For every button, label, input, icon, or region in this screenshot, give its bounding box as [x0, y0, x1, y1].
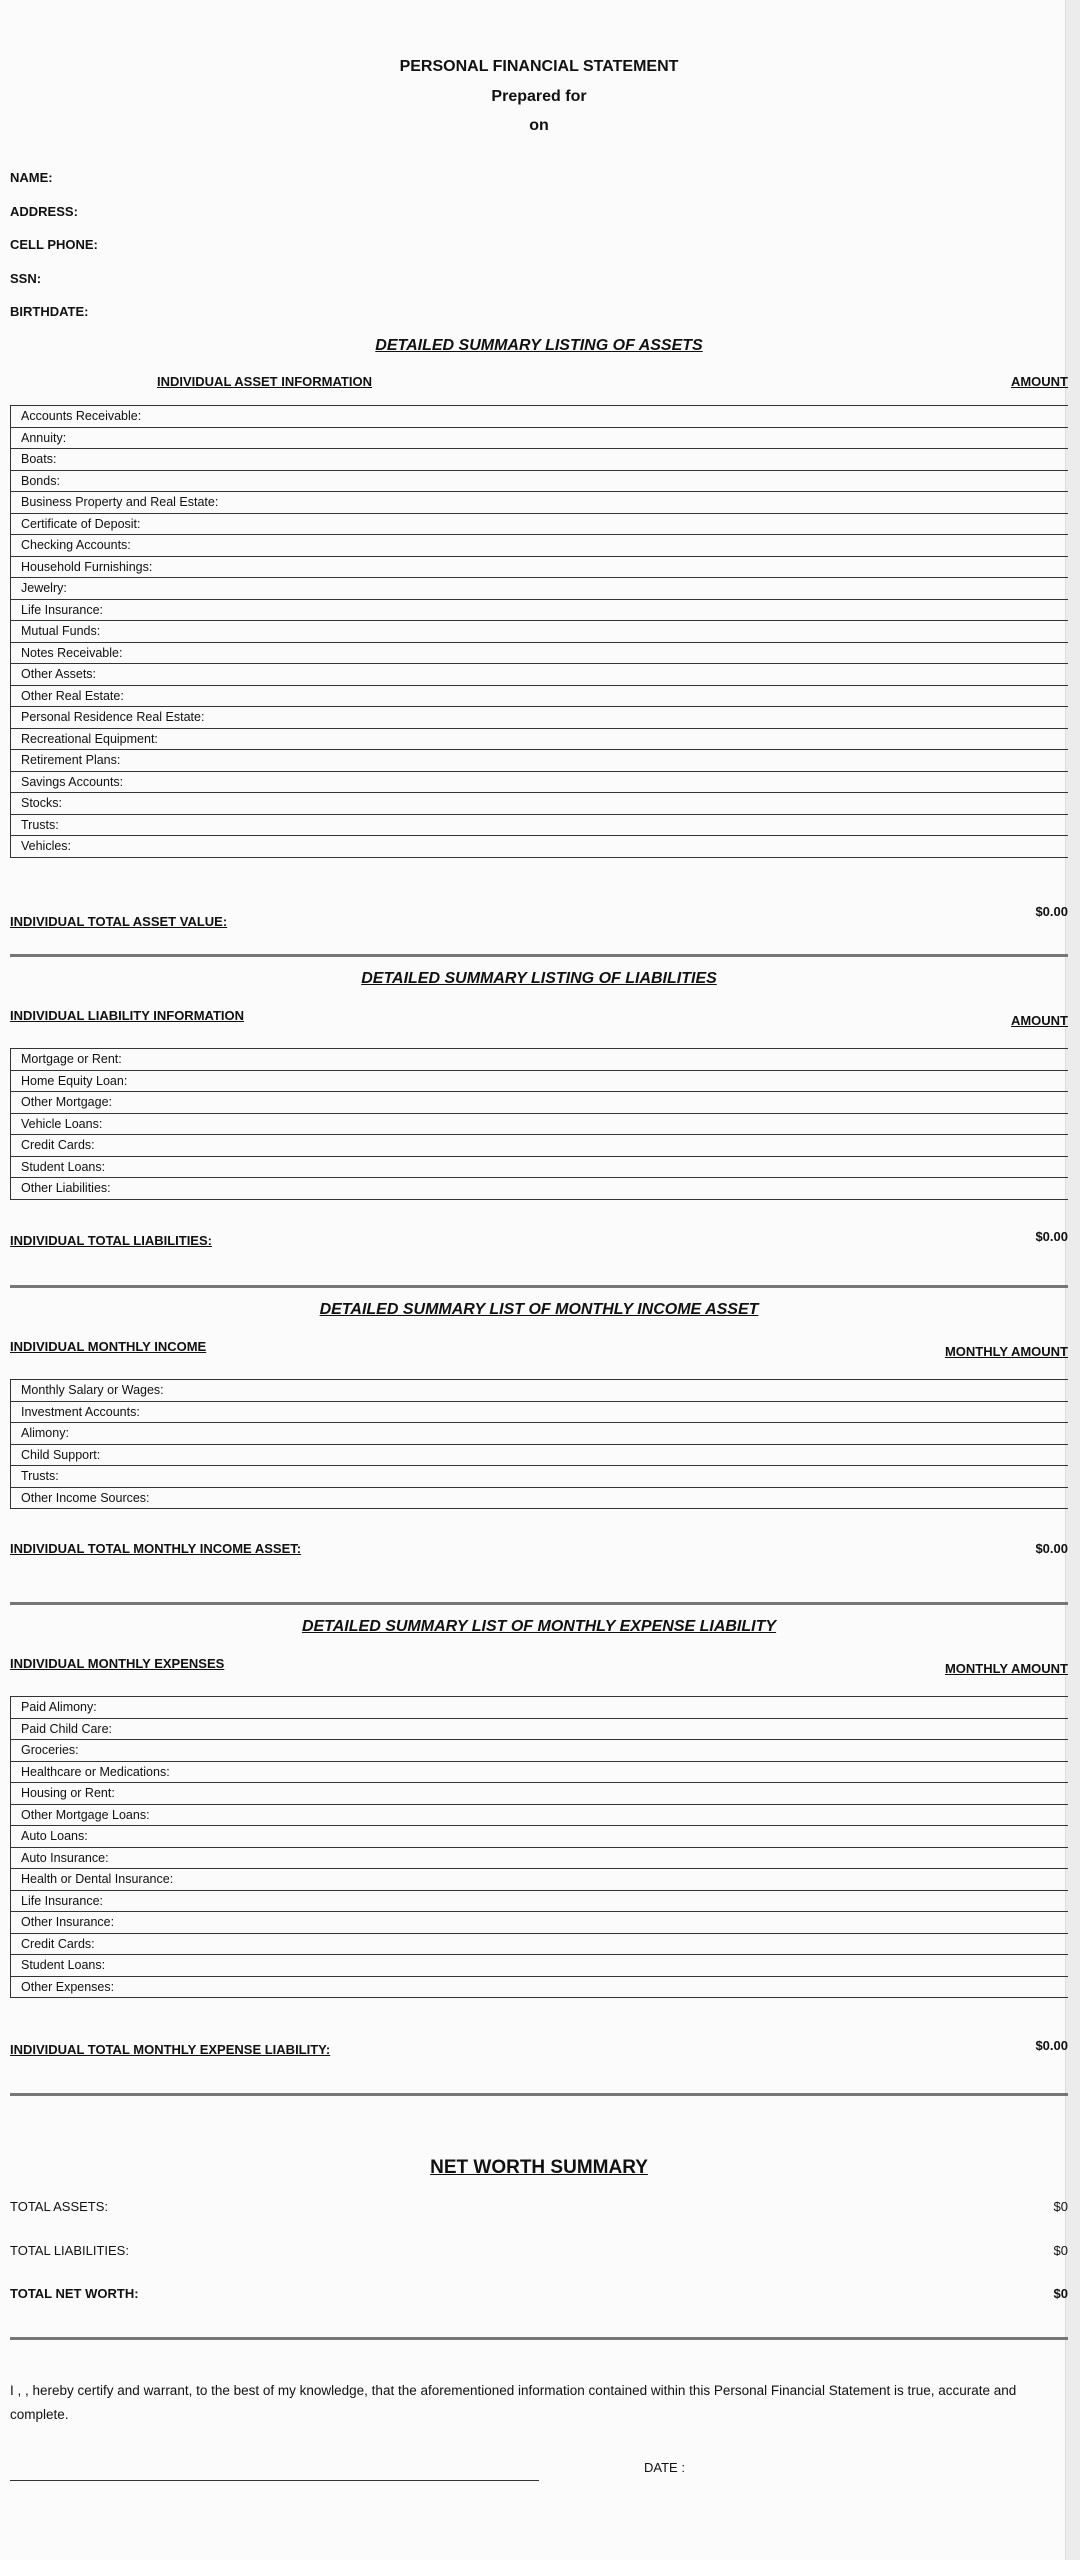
liabilities-section-title: DETAILED SUMMARY LISTING OF LIABILITIES: [361, 970, 717, 987]
income-info-heading: INDIVIDUAL MONTHLY INCOME: [10, 1339, 207, 1354]
table-row: Checking Accounts:: [10, 535, 1068, 557]
net-worth-title: NET WORTH SUMMARY: [430, 2157, 648, 2178]
table-row: Bonds:: [10, 471, 1068, 493]
section-divider: [10, 954, 1068, 957]
table-row: Trusts:: [10, 815, 1068, 837]
net-worth-total-row: [10, 2286, 1068, 2301]
net-worth-total-label: TOTAL NET WORTH:: [10, 2286, 139, 2301]
net-worth-assets-label: TOTAL ASSETS:: [10, 2199, 109, 2214]
table-row: Investment Accounts:: [10, 1402, 1068, 1424]
table-row: Boats:: [10, 449, 1068, 471]
table-row: Auto Insurance:: [10, 1848, 1068, 1870]
total-liabilities-value: $0.00: [1035, 1229, 1068, 1244]
asset-info-heading: INDIVIDUAL ASSET INFORMATION: [157, 374, 372, 389]
table-row: Other Expenses:: [10, 1977, 1068, 1999]
total-expense-value: $0.00: [1035, 2038, 1068, 2053]
table-row: Other Assets:: [10, 664, 1068, 686]
table-row: Home Equity Loan:: [10, 1071, 1068, 1093]
table-row: Personal Residence Real Estate:: [10, 707, 1068, 729]
asset-amount-heading: AMOUNT: [1010, 374, 1068, 389]
table-row: Vehicles:: [10, 836, 1068, 858]
address-field-label: ADDRESS:: [10, 204, 78, 219]
table-row: Student Loans:: [10, 1157, 1068, 1179]
name-field-label: NAME:: [10, 170, 53, 185]
table-row: Health or Dental Insurance:: [10, 1869, 1068, 1891]
liabilities-table: [10, 1048, 1068, 1200]
section-divider: [10, 1285, 1068, 1288]
table-row: Accounts Receivable:: [10, 406, 1068, 428]
table-row: Paid Child Care:: [10, 1719, 1068, 1741]
liability-amount-heading: AMOUNT: [1010, 1013, 1068, 1028]
table-row: Other Real Estate:: [10, 686, 1068, 708]
table-row: Trusts:: [10, 1466, 1068, 1488]
prepared-for-line: Prepared for: [491, 88, 587, 105]
table-row: Certificate of Deposit:: [10, 514, 1068, 536]
table-row: Housing or Rent:: [10, 1783, 1068, 1805]
table-row: Student Loans:: [10, 1955, 1068, 1977]
liability-info-heading: INDIVIDUAL LIABILITY INFORMATION: [10, 1008, 244, 1023]
section-divider: [10, 1602, 1068, 1605]
net-worth-liabilities-row: [10, 2243, 1068, 2258]
net-worth-assets-value: $0: [1053, 2199, 1068, 2214]
table-row: Groceries:: [10, 1740, 1068, 1762]
total-asset-value: $0.00: [1035, 904, 1068, 919]
table-row: Life Insurance:: [10, 600, 1068, 622]
section-divider: [10, 2093, 1068, 2096]
signature-line[interactable]: [10, 2480, 539, 2481]
table-row: Child Support:: [10, 1445, 1068, 1467]
expenses-section-title: DETAILED SUMMARY LIST OF MONTHLY EXPENSE LIABILITY: [301, 1618, 777, 1635]
on-line: on: [529, 117, 549, 134]
table-row: Auto Loans:: [10, 1826, 1068, 1848]
expenses-info-heading: INDIVIDUAL MONTHLY EXPENSES: [10, 1656, 225, 1671]
table-row: Healthcare or Medications:: [10, 1762, 1068, 1784]
income-section-title: DETAILED SUMMARY LIST OF MONTHLY INCOME ASSET: [319, 1301, 759, 1318]
table-row: Mutual Funds:: [10, 621, 1068, 643]
assets-table: [10, 405, 1068, 858]
section-divider: [10, 2337, 1068, 2340]
net-worth-liabilities-label: TOTAL LIABILITIES:: [10, 2243, 129, 2258]
table-row: Paid Alimony:: [10, 1697, 1068, 1719]
ssn-field-label: SSN:: [10, 271, 42, 286]
certification-text: I , , hereby certify and warrant, to the best of my knowledge, that the aforementioned information contained within this Personal Financial Statement is true, accurate and complete.: [10, 2383, 1017, 2422]
expenses-amount-heading: MONTHLY AMOUNT: [944, 1661, 1068, 1676]
total-liabilities-label: INDIVIDUAL TOTAL LIABILITIES:: [10, 1233, 212, 1248]
table-row: Other Insurance:: [10, 1912, 1068, 1934]
table-row: Stocks:: [10, 793, 1068, 815]
table-row: Household Furnishings:: [10, 557, 1068, 579]
assets-section-title: DETAILED SUMMARY LISTING OF ASSETS: [375, 337, 703, 354]
table-row: Other Income Sources:: [10, 1488, 1068, 1510]
table-row: Vehicle Loans:: [10, 1114, 1068, 1136]
net-worth-liabilities-value: $0: [1053, 2243, 1068, 2258]
net-worth-assets-row: [10, 2199, 1068, 2214]
table-row: Other Mortgage:: [10, 1092, 1068, 1114]
table-row: Credit Cards:: [10, 1934, 1068, 1956]
table-row: Jewelry:: [10, 578, 1068, 600]
expenses-table: [10, 1696, 1068, 1998]
table-row: Recreational Equipment:: [10, 729, 1068, 751]
table-row: Savings Accounts:: [10, 772, 1068, 794]
total-income-value: $0.00: [1035, 1541, 1068, 1556]
table-row: Retirement Plans:: [10, 750, 1068, 772]
cell-phone-field-label: CELL PHONE:: [10, 237, 98, 252]
table-row: Monthly Salary or Wages:: [10, 1380, 1068, 1402]
table-row: Alimony:: [10, 1423, 1068, 1445]
document-title: PERSONAL FINANCIAL STATEMENT: [399, 58, 679, 75]
income-table: [10, 1379, 1068, 1509]
total-expense-label: INDIVIDUAL TOTAL MONTHLY EXPENSE LIABILITY:: [10, 2042, 331, 2057]
date-label: DATE :: [644, 2460, 685, 2475]
table-row: Life Insurance:: [10, 1891, 1068, 1913]
table-row: Mortgage or Rent:: [10, 1049, 1068, 1071]
total-asset-label: INDIVIDUAL TOTAL ASSET VALUE:: [10, 914, 228, 929]
table-row: Notes Receivable:: [10, 643, 1068, 665]
table-row: Annuity:: [10, 428, 1068, 450]
birthdate-field-label: BIRTHDATE:: [10, 304, 89, 319]
table-row: Business Property and Real Estate:: [10, 492, 1068, 514]
net-worth-total-value: $0: [1053, 2286, 1068, 2301]
total-income-label: INDIVIDUAL TOTAL MONTHLY INCOME ASSET:: [10, 1541, 302, 1556]
table-row: Other Mortgage Loans:: [10, 1805, 1068, 1827]
income-amount-heading: MONTHLY AMOUNT: [944, 1344, 1068, 1359]
table-row: Credit Cards:: [10, 1135, 1068, 1157]
table-row: Other Liabilities:: [10, 1178, 1068, 1200]
